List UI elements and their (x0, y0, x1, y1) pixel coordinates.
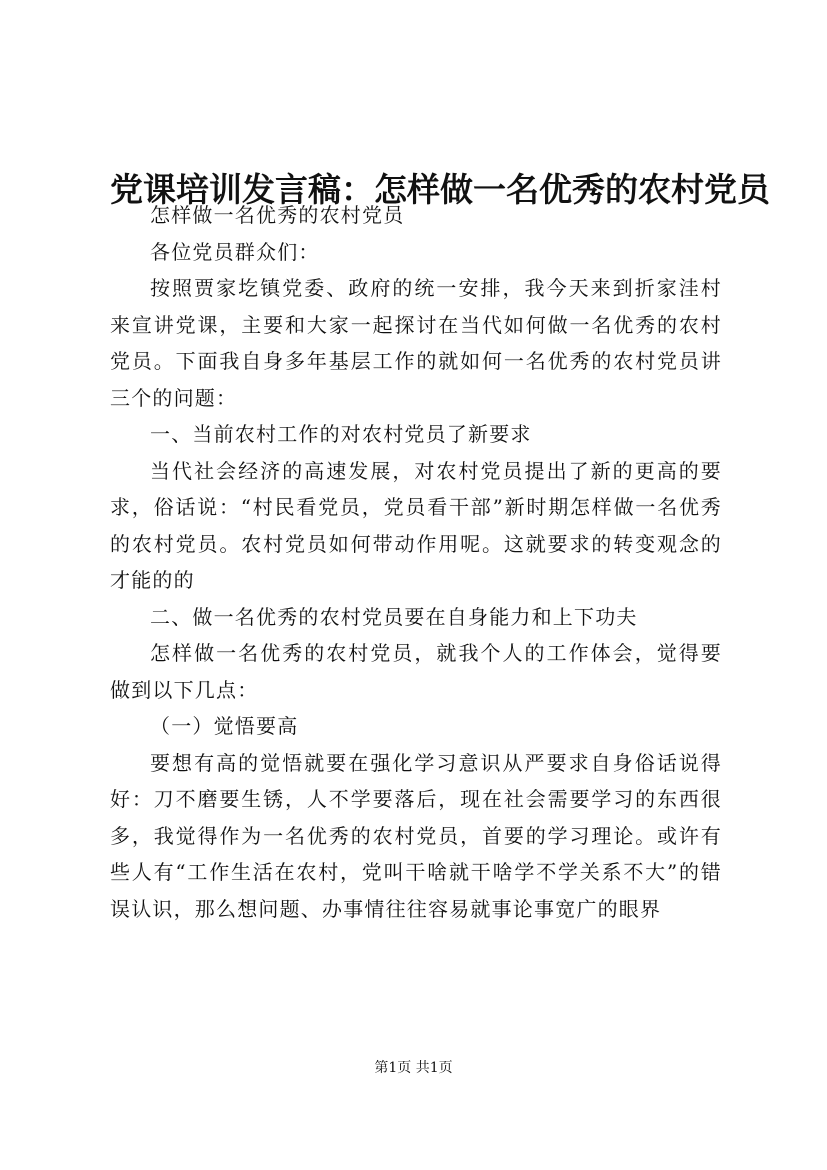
section-heading-2: 二、做一名优秀的农村党员要在自身能力和上下功夫 (150, 604, 638, 629)
document-title: 党课培训发言稿：怎样做一名优秀的农村党员 (110, 170, 770, 210)
section-heading-1: 一、当前农村工作的对农村党员了新要求 (150, 422, 532, 446)
paragraph-intro: 按照贾家圪镇党委、政府的统一安排，我今天来到折家洼村来宣讲党课，主要和大家一起探讨在当代如何做一名优秀的农村党员。下面我自身多年基层工作的就如何一名优秀的农村党员讲三个的问题： (110, 276, 722, 410)
paragraph-section-1: 当代社会经济的高速发展，对农村党员提出了新的更高的要求，俗话说：“村民看党员，党员看干部”新时期怎样做一名优秀的农村党员。农村党员如何带动作用呢。这就要求的转变观念的才能的的 (110, 458, 722, 592)
paragraph-subsection-1: 要想有高的觉悟就要在强化学习意识从严要求自身俗话说得好：刀不磨要生锈，人不学要落后，现在社会需要学习的东西很多，我觉得作为一名优秀的农村党员，首要的学习理论。或许有些人有“工作生活在农村，党叫干啥就干啥学不学关系不大”的错误认识，那么想问题、办事情往往容易就事论事宽广的眼界 (110, 750, 722, 921)
page-number-footer: 第1页 共1页 (374, 1060, 453, 1076)
paragraph-section-2: 怎样做一名优秀的农村党员，就我个人的工作体会，觉得要做到以下几点： (110, 641, 722, 702)
paragraph-subtitle: 怎样做一名优秀的农村党员 (150, 203, 405, 227)
document-body (110, 197, 722, 927)
subsection-heading-1: （一）觉悟要高 (150, 714, 299, 738)
paragraph-salutation: 各位党员群众们： (150, 239, 320, 264)
